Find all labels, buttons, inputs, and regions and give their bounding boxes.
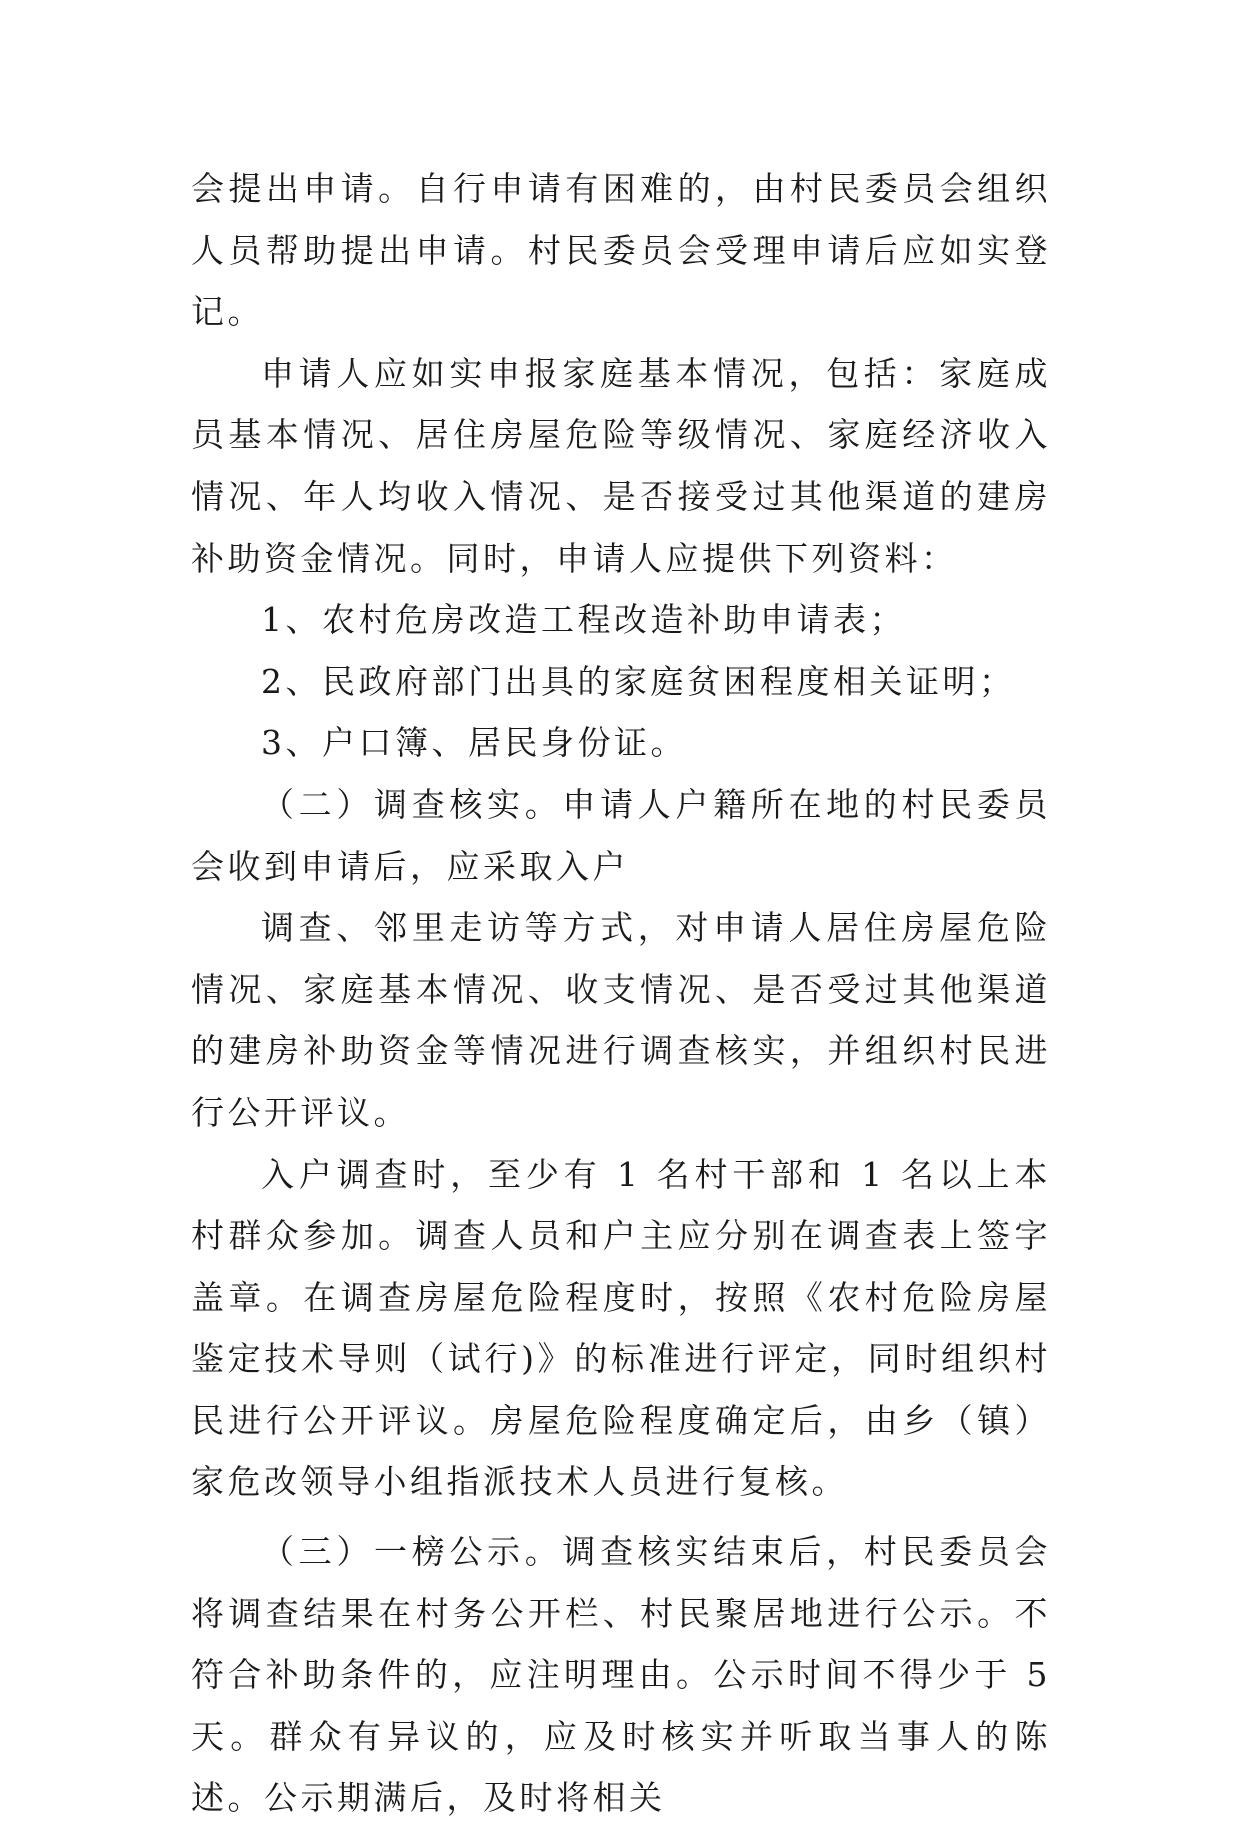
paragraph-household-survey: 入户调查时，至少有 1 名村干部和 1 名以上本村群众参加。调查人员和户主应分别在调查表上签字盖章。在调查房屋危险程度时，按照《农村危险房屋鉴定技术导则（试行)》的标准进行评定，同时组织村民进行公开评议。房屋危险程度确定后，由乡（镇）家危改领导小组指派技术人员进行复核。 [191, 1154, 1051, 1502]
list-item-2: 2、民政府部门出具的家庭贫困程度相关证明； [261, 661, 1016, 701]
body-text [191, 158, 1051, 1829]
section-heading-investigation: （二）调查核实。申请人户籍所在地的村民委员会收到申请后，应采取入户 [191, 784, 1051, 886]
list-item-3: 3、户口簿、居民身份证。 [261, 723, 687, 763]
list-item-1: 1、农村危房改造工程改造补助申请表； [261, 600, 906, 640]
paragraph-applicant-report: 申请人应如实申报家庭基本情况，包括：家庭成员基本情况、居住房屋危险等级情况、家庭经济收入情况、年人均收入情况、是否接受过其他渠道的建房补助资金情况。同时，申请人应提供下列资料： [191, 353, 1051, 578]
paragraph-application-continued: 会提出申请。自行申请有困难的，由村民委员会组织人员帮助提出申请。村民委员会受理申请后应如实登记。 [191, 169, 1051, 332]
section-heading-public-notice: （三）一榜公示。调查核实结束后，村民委员会将调查结果在村务公开栏、村民聚居地进行公示。不符合补助条件的，应注明理由。公示时间不得少于 5 天。群众有异议的，应及时核实并听取当事人的陈述。公示期满后，及时将相关 [191, 1532, 1051, 1818]
paragraph-investigation-methods: 调查、邻里走访等方式，对申请人居住房屋危险情况、家庭基本情况、收支情况、是否受过其他渠道的建房补助资金等情况进行调查核实，并组织村民进行公开评议。 [191, 908, 1051, 1132]
